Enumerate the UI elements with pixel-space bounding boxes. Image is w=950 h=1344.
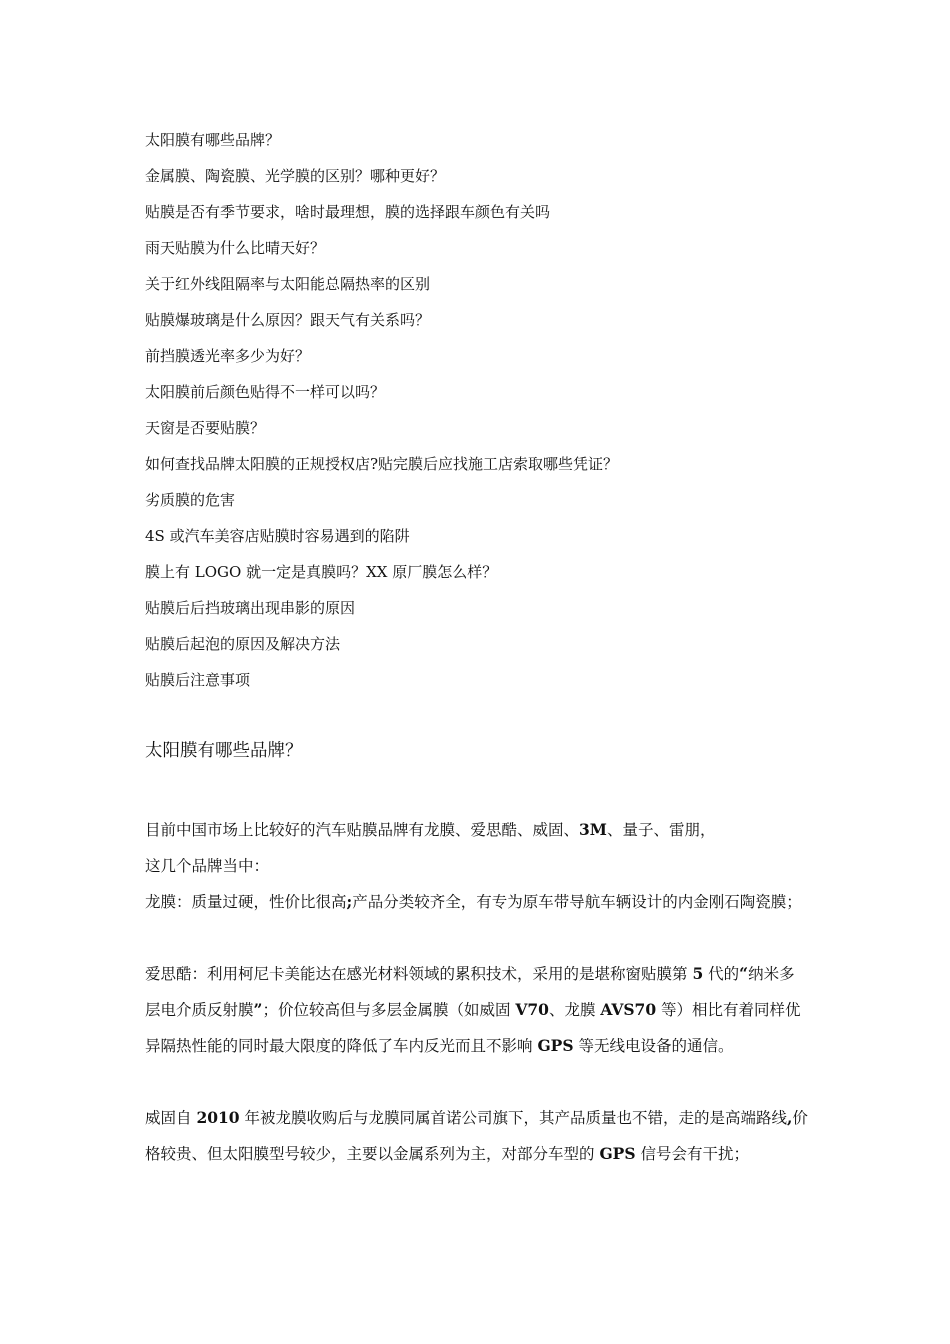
toc-item[interactable]: 金属膜、陶瓷膜、光学膜的区别？哪种更好？ [145, 167, 446, 185]
text-run: V70 [515, 1000, 549, 1019]
text-run: 、量子、雷朋， [606, 821, 716, 839]
toc-item[interactable]: 关于红外线阻隔率与太阳能总隔热率的区别 [145, 275, 431, 293]
text-run: ” [253, 1000, 263, 1019]
text-run: , [787, 1108, 793, 1127]
text-run: 价格较贵、但太阳膜型号较少，主要以金属系列为主，对部分车型的 [145, 1109, 808, 1163]
toc-item[interactable]: 天窗是否要贴膜？ [145, 419, 266, 437]
paragraph-llumar [145, 884, 810, 920]
toc-item[interactable]: 膜上有 LOGO 就一定是真膜吗？XX 原厂膜怎么样？ [145, 563, 498, 581]
text-run: 信号会有干扰； [635, 1145, 749, 1163]
text-run: AVS70 [600, 1000, 657, 1019]
text-run: GPS [537, 1036, 574, 1055]
paragraph-intro-line1 [145, 812, 810, 848]
text-run: 5 [692, 964, 704, 983]
text-run: 2010 [196, 1108, 240, 1127]
text-run: 爱思酷：利用柯尼卡美能达在感光材料领域的累积技术，采用的是堪称窗贴膜第 [145, 965, 693, 983]
paragraph-intro-line2: 这几个品牌当中： [145, 857, 270, 875]
paragraph-gap [145, 1064, 810, 1100]
text-run: 目前中国市场上比较好的汽车贴膜品牌有龙膜、爱思酷、威固、 [145, 821, 580, 839]
text-run: ; [346, 892, 353, 911]
toc-item[interactable]: 雨天贴膜为什么比晴天好？ [145, 239, 326, 257]
brand-3m: 3M [579, 820, 607, 839]
toc-item[interactable]: 4S 或汽车美容店贴膜时容易遇到的陷阱 [145, 527, 410, 545]
toc-item[interactable]: 贴膜后后挡玻璃出现串影的原因 [145, 599, 356, 617]
text-run: “ [739, 964, 749, 983]
toc-item[interactable]: 前挡膜透光率多少为好？ [145, 347, 311, 365]
paragraph-iceberg [145, 956, 810, 1064]
toc-item[interactable]: 贴膜后起泡的原因及解决方法 [145, 635, 341, 653]
text-run: 纳米多层电介质反射膜 [145, 965, 795, 1019]
paragraph-vkool [145, 1100, 810, 1172]
toc-item[interactable]: 贴膜是否有季节要求，啥时最理想，膜的选择跟车颜色有关吗 [145, 203, 551, 221]
table-of-contents [145, 128, 845, 704]
toc-item[interactable]: 太阳膜有哪些品牌？ [145, 131, 281, 149]
text-run: 威固自 [145, 1109, 197, 1127]
text-run: 龙膜：质量过硬，性价比很高 [145, 893, 347, 911]
paragraph-gap [145, 920, 810, 956]
toc-item[interactable]: 劣质膜的危害 [145, 491, 236, 509]
text-run: 等）相比有着同样优异隔热性能的同时最大限度的降低了车内反光而且不影响 [145, 1001, 801, 1055]
text-run: 、龙膜 [548, 1001, 601, 1019]
toc-item[interactable]: 如何查找品牌太阳膜的正规授权店?贴完膜后应找施工店索取哪些凭证？ [145, 455, 619, 473]
toc-item[interactable]: 太阳膜前后颜色贴得不一样可以吗？ [145, 383, 386, 401]
text-run: 产品分类较齐全，有专为原车带导航车辆设计的内金刚石陶瓷膜； [352, 893, 802, 911]
text-run: GPS [599, 1144, 636, 1163]
toc-item[interactable]: 贴膜后注意事项 [145, 671, 251, 689]
text-run: ；价位较高但与多层金属膜（如威固 [262, 1001, 516, 1019]
toc-item[interactable]: 贴膜爆玻璃是什么原因？跟天气有关系吗？ [145, 311, 431, 329]
section-heading: 太阳膜有哪些品牌？ [145, 741, 303, 761]
text-run: 年被龙膜收购后与龙膜同属首诺公司旗下，其产品质量也不错，走的是高端路线 [239, 1109, 788, 1127]
section-body [145, 812, 810, 1172]
text-run: 代的 [703, 965, 740, 983]
text-run: 等无线电设备的通信。 [573, 1037, 734, 1055]
